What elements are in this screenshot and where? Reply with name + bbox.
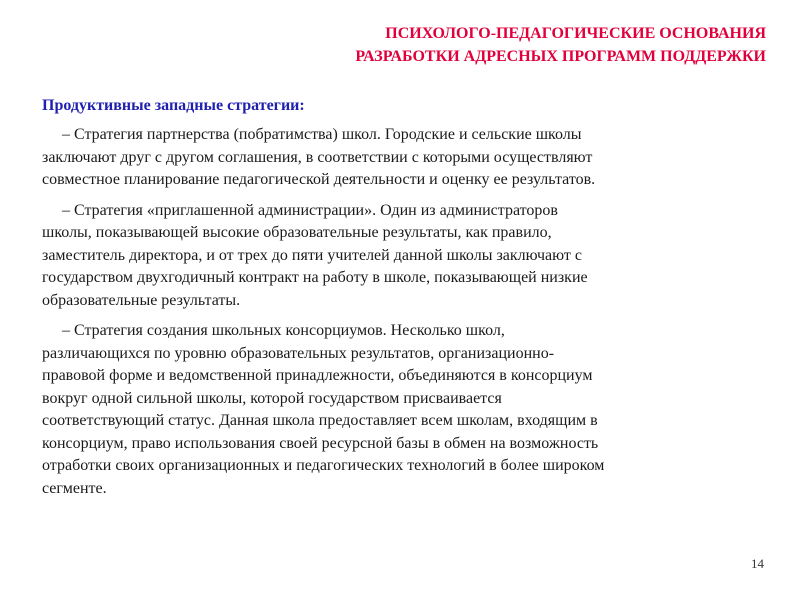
text-line: различающихся по уровню образовательных результатов, организационно- (42, 344, 555, 362)
title-line-1: ПСИХОЛОГО-ПЕДАГОГИЧЕСКИЕ ОСНОВАНИЯ (385, 25, 766, 42)
paragraph-partnership (42, 124, 742, 192)
text-line: заместитель директора, и от трех до пяти учителей данной школы заключают с (42, 246, 582, 264)
paragraph-consortiums (42, 320, 742, 500)
text-line: – Стратегия создания школьных консорциумов. Несколько школ, (62, 322, 505, 339)
text-line: государством двухгодичный контракт на работу в школе, показывающей низкие (42, 269, 588, 286)
text-line: соответствующий статус. Данная школа предоставляет всем школам, входящим в (42, 412, 598, 429)
text-line: образовательные результаты. (42, 291, 241, 309)
text-line: заключают друг с другом соглашения, в соответствии с которыми осуществляют (42, 148, 593, 166)
text-line: отработки своих организационных и педагогических технологий в более широком (42, 457, 605, 474)
slide-title (230, 22, 766, 68)
page-number: 14 (751, 556, 764, 571)
text-line: консорциум, право использования своей ресурсной базы в обмен на возможность (42, 434, 599, 452)
text-line: школы, показывающей высокие образовательные результаты, как правило, (42, 224, 552, 241)
text-line: правовой форме и ведомственной принадлежности, объединяются в консорциум (42, 367, 593, 384)
text-line: – Стратегия «приглашенной администрации». Один из администраторов (62, 201, 558, 219)
title-line-2: РАЗРАБОТКИ АДРЕСНЫХ ПРОГРАММ ПОДДЕРЖКИ (355, 48, 766, 65)
subheading: Продуктивные западные стратегии: (42, 97, 305, 114)
body-text (42, 124, 742, 508)
text-line: – Стратегия партнерства (побратимства) школ. Городские и сельские школы (62, 126, 582, 143)
text-line: совместное планирование педагогической деятельности и оценку ее результатов. (42, 171, 596, 188)
paragraph-invited-administration (42, 200, 742, 313)
text-line: сегменте. (42, 479, 107, 497)
text-line: вокруг одной сильной школы, которой государством присваивается (42, 389, 502, 407)
